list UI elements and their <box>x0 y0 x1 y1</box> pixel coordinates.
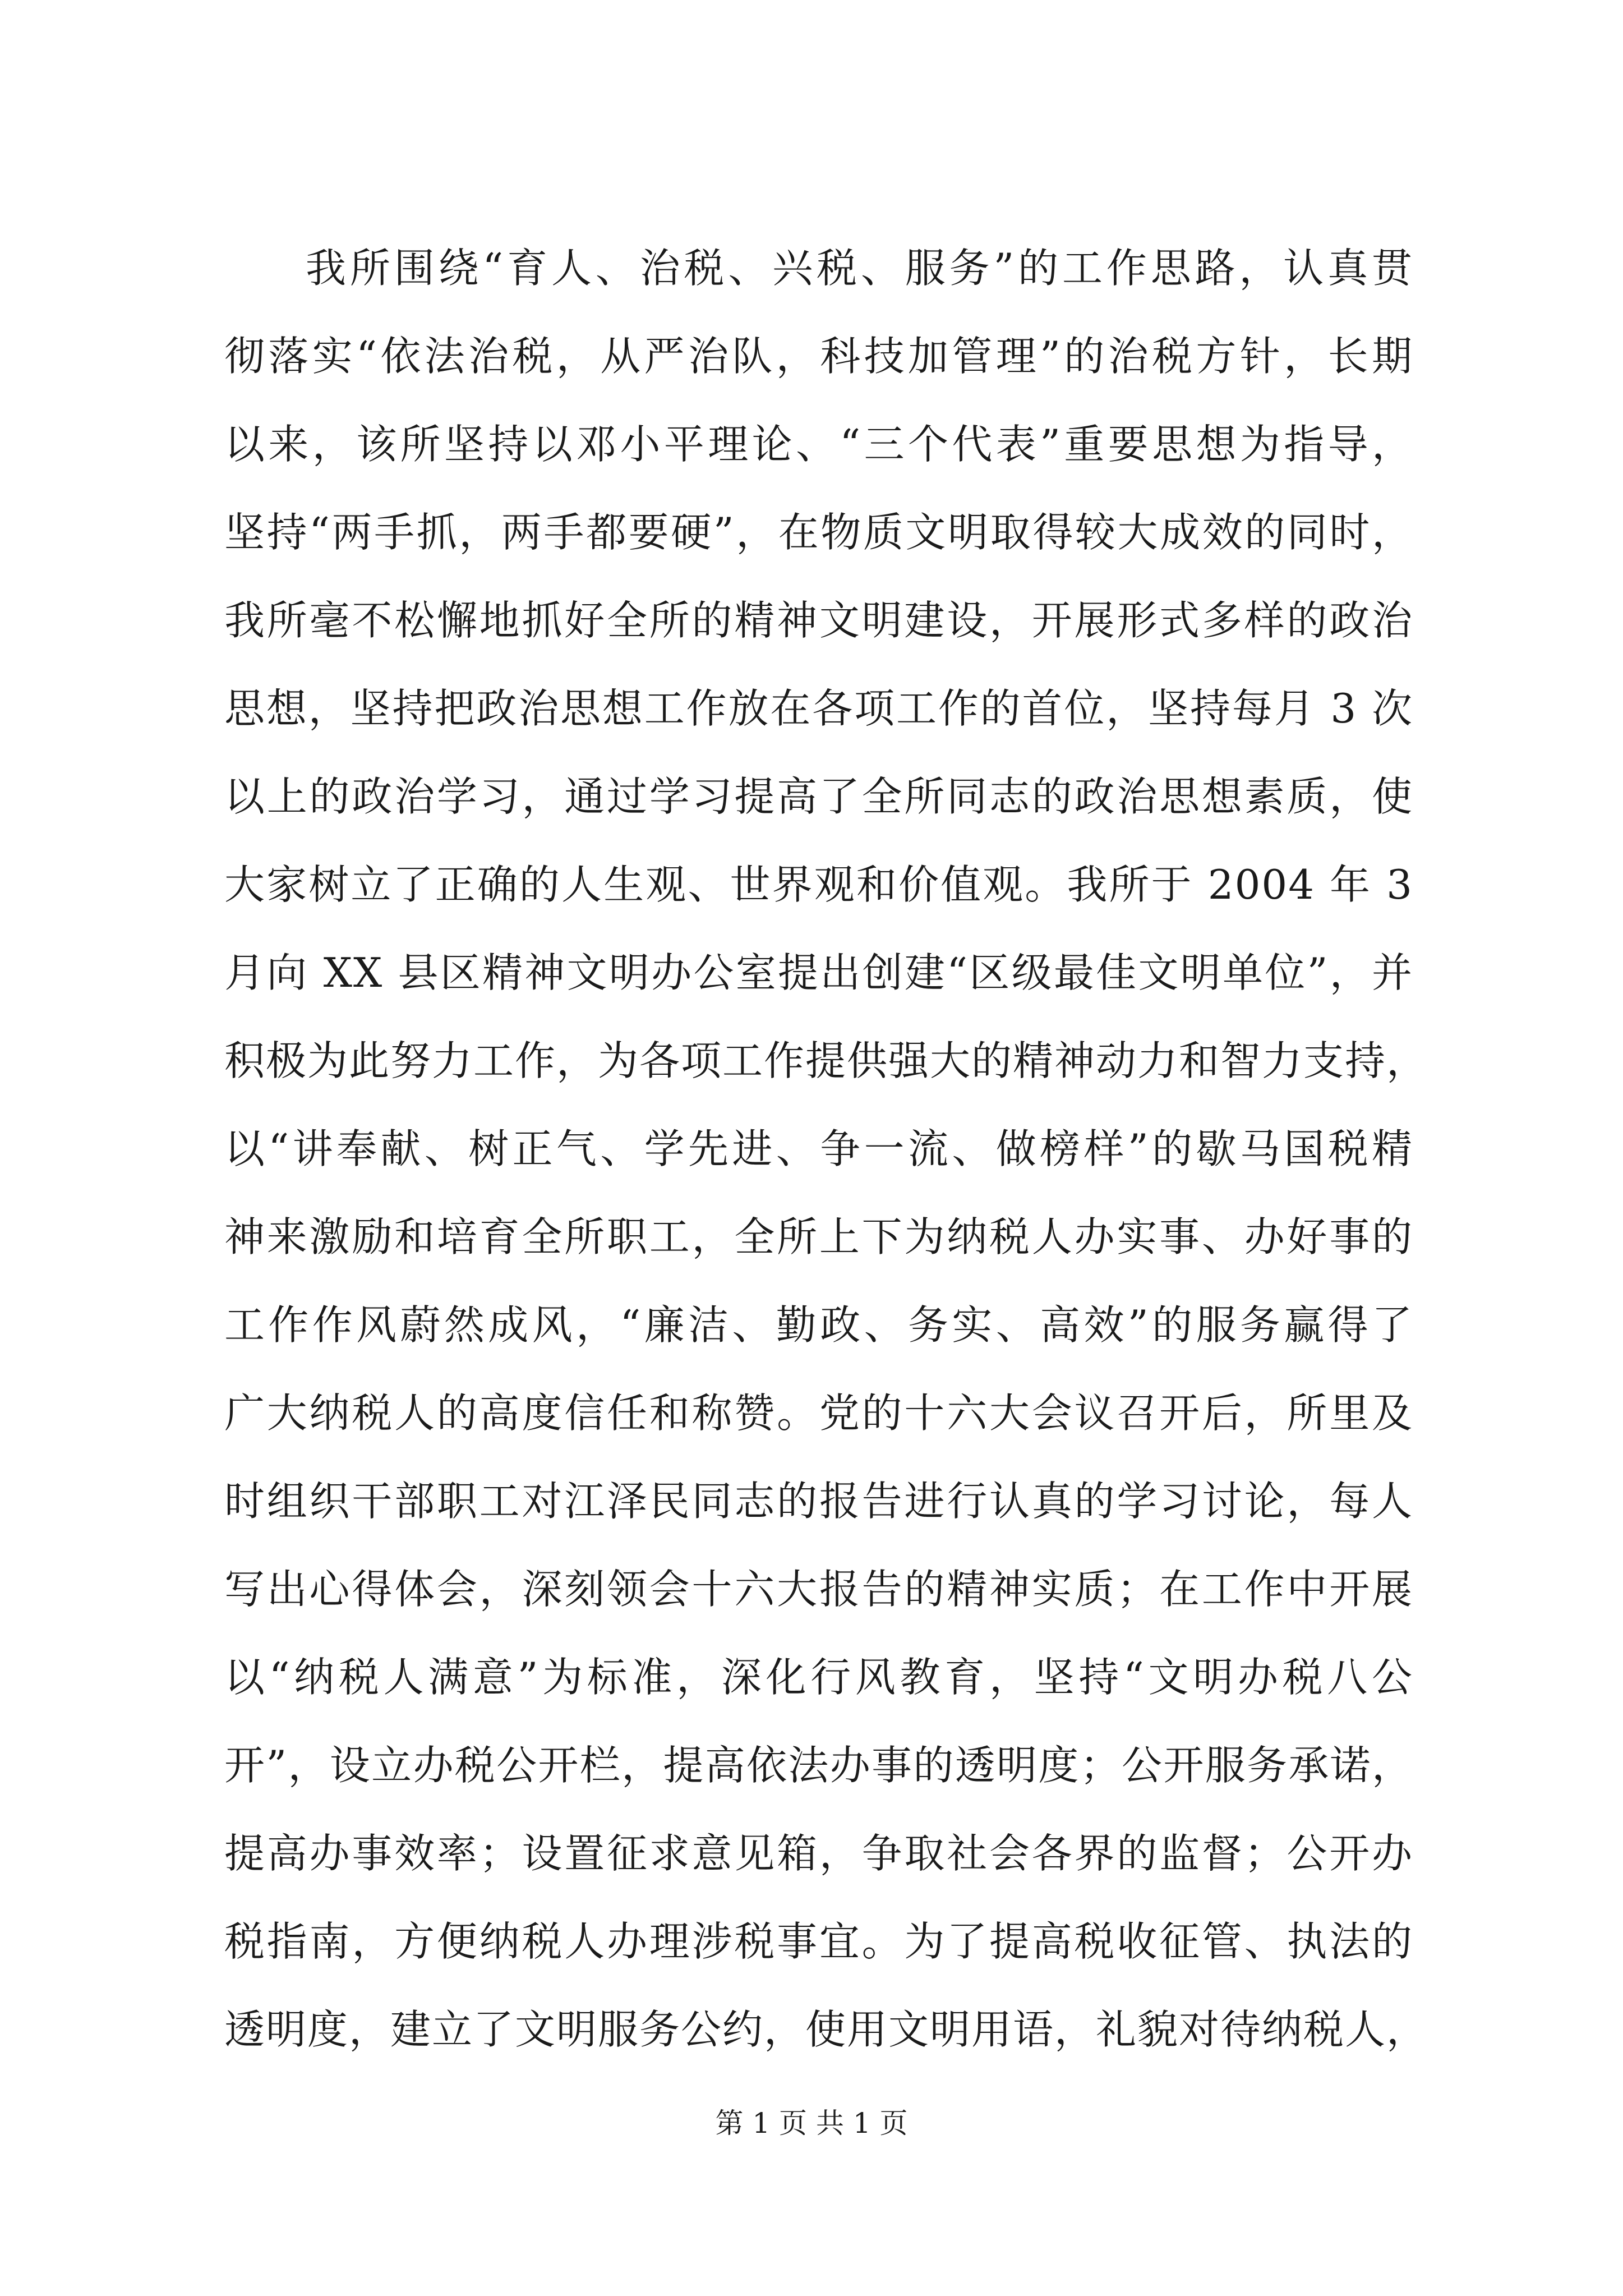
paragraph-line: 神来激励和培育全所职工，全所上下为纳税人办实事、办好事的 <box>224 1213 1413 1260</box>
paragraph-line: 月向 XX 县区精神文明办公室提出创建“区级最佳文明单位”，并 <box>224 949 1413 996</box>
paragraph-line: 广大纳税人的高度信任和称赞。党的十六大会议召开后，所里及 <box>224 1389 1413 1437</box>
paragraph-line: 以上的政治学习，通过学习提高了全所同志的政治思想素质，使 <box>224 773 1413 820</box>
paragraph-line: 大家树立了正确的人生观、世界观和价值观。我所于 2004 年 3 <box>224 861 1413 908</box>
paragraph-line: 开”，设立办税公开栏，提高依法办事的透明度；公开服务承诺， <box>224 1742 1413 1789</box>
body-paragraph <box>224 224 1428 2074</box>
paragraph-line: 写出心得体会，深刻领会十六大报告的精神实质；在工作中开展 <box>224 1566 1413 1613</box>
paragraph-line: 时组织干部职工对江泽民同志的报告进行认真的学习讨论，每人 <box>224 1478 1413 1525</box>
paragraph-line: 我所围绕“育人、治税、兴税、服务”的工作思路，认真贯 <box>306 245 1413 292</box>
paragraph-line: 坚持“两手抓，两手都要硬”，在物质文明取得较大成效的同时， <box>224 509 1413 556</box>
paragraph-line: 积极为此努力工作，为各项工作提供强大的精神动力和智力支持， <box>224 1037 1428 1084</box>
paragraph-line: 我所毫不松懈地抓好全所的精神文明建设，开展形式多样的政治 <box>224 597 1413 644</box>
paragraph-line: 以“讲奉献、树正气、学先进、争一流、做榜样”的歇马国税精 <box>224 1125 1413 1172</box>
paragraph-line: 以“纳税人满意”为标准，深化行风教育，坚持“文明办税八公 <box>224 1654 1413 1701</box>
paragraph-line: 提高办事效率；设置征求意见箱，争取社会各界的监督；公开办 <box>224 1830 1413 1877</box>
paragraph-line: 工作作风蔚然成风，“廉洁、勤政、务实、高效”的服务赢得了 <box>224 1301 1413 1349</box>
paragraph-line: 思想，坚持把政治思想工作放在各项工作的首位，坚持每月 3 次 <box>224 685 1413 732</box>
paragraph-line: 透明度，建立了文明服务公约，使用文明用语，礼貌对待纳税人， <box>224 2006 1428 2053</box>
paragraph-line: 税指南，方便纳税人办理涉税事宜。为了提高税收征管、执法的 <box>224 1918 1413 1965</box>
paragraph-line: 彻落实“依法治税，从严治队，科技加管理”的治税方针，长期 <box>224 333 1413 380</box>
paragraph-line: 以来，该所坚持以邓小平理论、“三个代表”重要思想为指导， <box>224 421 1413 468</box>
page-number-footer: 第 1 页 共 1 页 <box>715 2107 908 2139</box>
